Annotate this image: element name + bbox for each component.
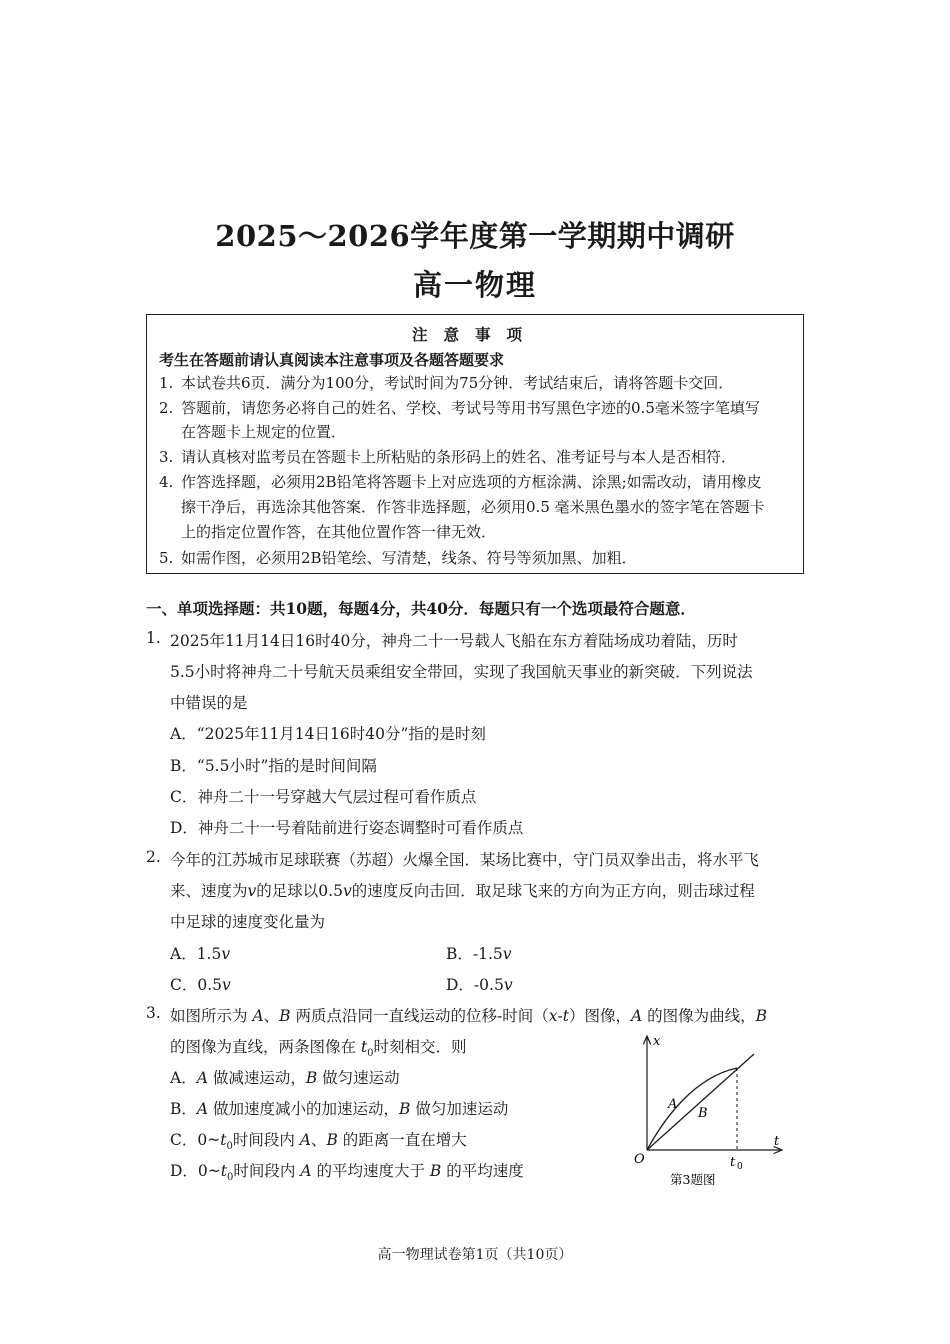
notice-item-num: 3. xyxy=(159,448,174,466)
notice-item-text: 请认真核对监考员在答题卡上所粘贴的条形码上的姓名、准考证号与本人是否相符． xyxy=(181,448,737,466)
q3-option-text: 做匀速运动 xyxy=(317,1069,400,1087)
q3-text: - xyxy=(557,1007,563,1025)
notice-item-4-cont: 擦干净后，再选涂其他答案．作答非选择题，必须用0.5 毫米黑色墨水的签字笔在答题卡 xyxy=(181,498,765,516)
q3-xt-figure xyxy=(620,1032,790,1192)
q3-stem-line xyxy=(170,1035,467,1059)
q3-option-text: 的距离一直在增大 xyxy=(337,1131,467,1149)
q2-var: v xyxy=(342,882,352,900)
q3-var: t xyxy=(562,1007,569,1025)
notice-item-text: 如需作图，必须用2B铅笔绘、写清楚，线条、符号等须加黑、加粗． xyxy=(181,549,637,567)
q1-option-a: A．“2025年11月14日16时40分”指的是时刻 xyxy=(170,725,486,743)
q3-option-text: 做加速度减小的加速运动， xyxy=(208,1100,400,1118)
q3-option-text: 时间段内 xyxy=(233,1162,301,1180)
notice-item-3 xyxy=(159,445,736,469)
q3-option-text: D．0~ xyxy=(170,1162,221,1180)
q1-stem-line: 中错误的是 xyxy=(170,694,248,712)
q3-text: ）图像， xyxy=(568,1007,631,1025)
t0-label: t xyxy=(730,1155,736,1170)
q3-var: B xyxy=(279,1007,291,1025)
q3-stem-line xyxy=(170,1004,767,1026)
notice-box xyxy=(146,314,804,574)
section-heading: 一、单项选择题：共10题，每题4分，共40分．每题只有一个选项最符合题意． xyxy=(146,599,696,618)
q3-option-text: A． xyxy=(170,1069,197,1087)
notice-item-2 xyxy=(159,396,760,420)
q3-text: 、 xyxy=(263,1007,280,1025)
notice-intro: 考生在答题前请认真阅读本注意事项及各题答题要求 xyxy=(159,351,505,369)
q2-var: v xyxy=(221,945,231,963)
q1-option-b: B．“5.5小时”指的是时间间隔 xyxy=(170,757,377,775)
q3-sub: 0 xyxy=(227,1172,234,1184)
q3-var: B xyxy=(755,1007,767,1025)
q3-var: B xyxy=(305,1069,318,1087)
q3-var: A xyxy=(196,1100,209,1118)
q3-var: A xyxy=(630,1007,643,1025)
q3-sub: 0 xyxy=(226,1141,233,1153)
t0-subscript: 0 xyxy=(737,1162,743,1172)
axis-label-t: t xyxy=(774,1134,780,1149)
page-footer: 高一物理试卷第1页（共10页） xyxy=(377,1247,573,1263)
notice-item-1 xyxy=(159,371,733,395)
q3-var: B xyxy=(399,1100,411,1118)
q3-sub: 0 xyxy=(367,1048,374,1060)
q2-option-d xyxy=(446,973,513,995)
notice-item-num: 1. xyxy=(159,374,174,392)
q3-var: A xyxy=(252,1007,264,1025)
notice-item-2-cont: 在答题卡上规定的位置． xyxy=(181,423,347,441)
q3-option-text: 的平均速度 xyxy=(441,1162,524,1180)
notice-item-text: 作答选择题，必须用2B铅笔将答题卡上对应选项的方框涂满、涂黑;如需改动，请用橡皮 xyxy=(181,473,762,491)
q3-option-text: 做减速运动， xyxy=(207,1069,306,1087)
q3-option-text: B． xyxy=(170,1100,197,1118)
exam-title: 2025～2026学年度第一学期期中调研 xyxy=(215,219,735,253)
notice-item-4 xyxy=(159,470,762,494)
q2-option-text: C．0.5 xyxy=(170,976,223,994)
notice-item-num: 4. xyxy=(159,473,174,491)
q1-option-c: C．神舟二十一号穿越大气层过程可看作质点 xyxy=(170,788,477,806)
q2-option-text: D．-0.5 xyxy=(446,976,504,994)
notice-item-num: 5. xyxy=(159,549,174,567)
notice-item-text: 本试卷共6页．满分为100分，考试时间为75分钟．考试结束后，请将答题卡交回． xyxy=(181,374,734,392)
q2-var: v xyxy=(247,882,257,900)
q3-option-c xyxy=(170,1128,467,1152)
q1-number: 1. xyxy=(146,629,161,647)
q3-option-a xyxy=(170,1066,400,1088)
curve-a-label: A xyxy=(668,1097,678,1112)
q2-option-text: A．1.5 xyxy=(170,945,222,963)
q3-var: t xyxy=(220,1131,227,1149)
q2-stem-line xyxy=(170,879,755,901)
q3-option-b xyxy=(170,1097,508,1119)
q3-text: 的图像为直线，两条图像在 xyxy=(170,1038,361,1056)
q1-option-d: D．神舟二十一号着陆前进行姿态调整时可看作质点 xyxy=(170,819,524,837)
q3-var: A xyxy=(299,1131,311,1149)
q3-var: t xyxy=(360,1038,368,1056)
q2-text: 来、速度为 xyxy=(170,882,248,900)
q3-text: 时刻相交．则 xyxy=(373,1038,467,1056)
q3-text: 的图像为曲线， xyxy=(642,1007,756,1025)
q2-option-text: B．-1.5 xyxy=(446,945,503,963)
q2-text: 的足球以0.5 xyxy=(256,882,343,900)
axis-label-x: x xyxy=(653,1034,661,1049)
q3-option-d xyxy=(170,1159,524,1183)
q2-option-b xyxy=(446,942,512,964)
q3-var: B xyxy=(429,1162,442,1180)
q2-var: v xyxy=(503,976,513,994)
q2-number: 2. xyxy=(146,848,161,866)
q3-number: 3. xyxy=(146,1004,161,1022)
q3-text: 如图所示为 xyxy=(170,1007,253,1025)
q2-option-a xyxy=(170,942,230,964)
notice-item-num: 2. xyxy=(159,399,174,417)
q3-option-text: 做匀加速运动 xyxy=(410,1100,509,1118)
q2-var: v xyxy=(222,976,231,994)
q3-var: A xyxy=(196,1069,208,1087)
q3-var: t xyxy=(220,1162,228,1180)
origin-label: O xyxy=(634,1152,645,1167)
q1-stem-line: 2025年11月14日16时40分，神舟二十一号载人飞船在东方着陆场成功着陆，历时 xyxy=(170,632,738,650)
q3-var: B xyxy=(326,1131,338,1149)
subject-title: 高一物理 xyxy=(412,268,537,302)
q3-var: x xyxy=(548,1007,558,1025)
notice-item-text: 答题前，请您务必将自己的姓名、学校、考试号等用书写黑色字迹的0.5毫米签字笔填写 xyxy=(181,399,760,417)
q3-option-text: C．0~ xyxy=(170,1131,221,1149)
line-b-label: B xyxy=(698,1106,708,1121)
q3-option-text: 的平均速度大于 xyxy=(311,1162,430,1180)
q1-stem-line: 5.5小时将神舟二十号航天员乘组安全带回，实现了我国航天事业的新突破．下列说法 xyxy=(170,663,753,681)
notice-heading: 注意事项 xyxy=(411,325,538,344)
q2-option-c xyxy=(170,973,231,995)
q2-text: 的速度反向击回．取足球飞来的方向为正方向，则击球过程 xyxy=(351,882,755,900)
notice-item-4-cont: 上的指定位置作答，在其他位置作答一律无效． xyxy=(181,523,497,541)
notice-item-5 xyxy=(159,546,637,570)
q3-var: A xyxy=(300,1162,312,1180)
q3-text: 两质点沿同一直线运动的位移-时间（ xyxy=(290,1007,549,1025)
q2-var: v xyxy=(502,945,512,963)
q3-option-text: 时间段内 xyxy=(232,1131,300,1149)
line-b xyxy=(647,1054,754,1150)
q3-option-text: 、 xyxy=(310,1131,327,1149)
q2-stem-line: 今年的江苏城市足球联赛（苏超）火爆全国．某场比赛中，守门员双拳出击，将水平飞 xyxy=(170,851,760,869)
figure-caption: 第3题图 xyxy=(670,1172,716,1187)
q2-stem-line: 中足球的速度变化量为 xyxy=(170,913,326,931)
